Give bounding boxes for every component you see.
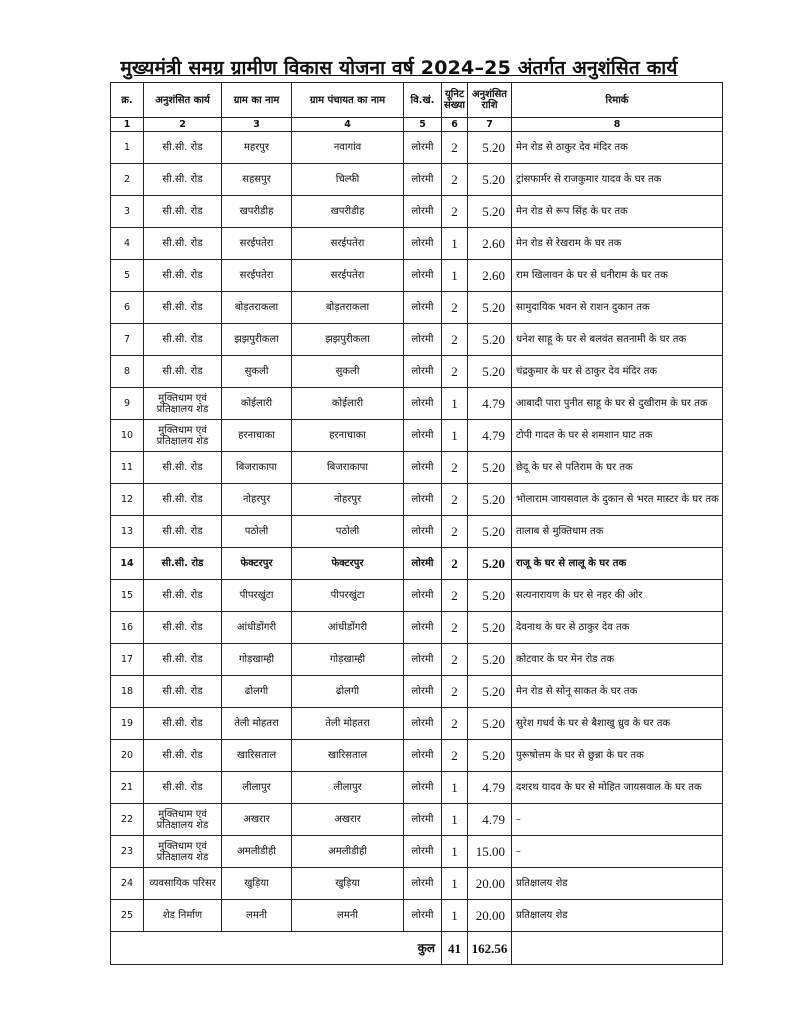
work-cell: सी.सी. रोड — [144, 324, 222, 356]
amount-cell: 5.20 — [468, 196, 512, 228]
work-cell: व्यवसायिक परिसर — [144, 868, 222, 900]
header-village: ग्राम का नाम — [222, 83, 292, 118]
amount-cell: 5.20 — [468, 292, 512, 324]
units-cell: 2 — [442, 292, 468, 324]
village-cell: पठोली — [222, 516, 292, 548]
panchayat-cell: ढोलगी — [292, 676, 404, 708]
units-cell: 1 — [442, 868, 468, 900]
units-cell: 2 — [442, 708, 468, 740]
units-cell: 2 — [442, 740, 468, 772]
units-cell: 2 — [442, 132, 468, 164]
work-cell: सी.सी. रोड — [144, 644, 222, 676]
remark-cell: – — [512, 804, 723, 836]
units-cell: 2 — [442, 580, 468, 612]
column-number: 3 — [222, 118, 292, 132]
serial-cell: 4 — [111, 228, 144, 260]
panchayat-cell: चिल्फी — [292, 164, 404, 196]
remark-cell: सत्यनारायण के घर से नहर की ओर — [512, 580, 723, 612]
block-cell: लोरमी — [404, 516, 442, 548]
serial-cell: 8 — [111, 356, 144, 388]
serial-cell: 10 — [111, 420, 144, 452]
panchayat-cell: सुकली — [292, 356, 404, 388]
panchayat-cell: फेक्टरपुर — [292, 548, 404, 580]
village-cell: खारिसताल — [222, 740, 292, 772]
column-number: 7 — [468, 118, 512, 132]
header-block: वि.खं. — [404, 83, 442, 118]
units-cell: 1 — [442, 900, 468, 932]
panchayat-cell: सरईपतेरा — [292, 260, 404, 292]
serial-cell: 1 — [111, 132, 144, 164]
units-cell: 2 — [442, 356, 468, 388]
block-cell: लोरमी — [404, 612, 442, 644]
work-cell: मुक्तिधाम एवं प्रतिक्षालय शेड — [144, 388, 222, 420]
village-cell: खपरीडीह — [222, 196, 292, 228]
panchayat-cell: हरनाचाका — [292, 420, 404, 452]
remark-cell: सामुदायिक भवन से राशन दुकान तक — [512, 292, 723, 324]
table-row — [111, 260, 723, 292]
units-cell: 2 — [442, 196, 468, 228]
work-cell: सी.सी. रोड — [144, 516, 222, 548]
block-cell: लोरमी — [404, 836, 442, 868]
remark-cell: राम खिलावन के घर से धनीराम के घर तक — [512, 260, 723, 292]
village-cell: नोहरपुर — [222, 484, 292, 516]
panchayat-cell: खुड़िया — [292, 868, 404, 900]
panchayat-cell: झझपुरीकला — [292, 324, 404, 356]
block-cell: लोरमी — [404, 132, 442, 164]
village-cell: हरनाचाका — [222, 420, 292, 452]
units-cell: 2 — [442, 484, 468, 516]
table-row — [111, 452, 723, 484]
amount-cell: 2.60 — [468, 228, 512, 260]
units-cell: 1 — [442, 388, 468, 420]
serial-cell: 15 — [111, 580, 144, 612]
remark-cell: टोपी गादत के घर से शमशान घाट तक — [512, 420, 723, 452]
work-cell: मुक्तिधाम एवं प्रतिक्षालय शेड — [144, 804, 222, 836]
village-cell: झझपुरीकला — [222, 324, 292, 356]
total-remark-blank — [512, 932, 723, 965]
amount-cell: 5.20 — [468, 324, 512, 356]
panchayat-cell: अखरार — [292, 804, 404, 836]
amount-cell: 5.20 — [468, 740, 512, 772]
work-cell: सी.सी. रोड — [144, 292, 222, 324]
panchayat-cell: नवागांव — [292, 132, 404, 164]
serial-cell: 5 — [111, 260, 144, 292]
table-row — [111, 900, 723, 932]
remark-cell: तालाब से मुक्तिधाम तक — [512, 516, 723, 548]
column-number: 1 — [111, 118, 144, 132]
remark-cell: प्रतिक्षालय शेड — [512, 868, 723, 900]
remark-cell: धनेश साहू के घर से बलवंत सतनामी के घर तक — [512, 324, 723, 356]
panchayat-cell: पीपरखुंटा — [292, 580, 404, 612]
block-cell: लोरमी — [404, 164, 442, 196]
amount-cell: 5.20 — [468, 452, 512, 484]
table-row — [111, 580, 723, 612]
work-cell: सी.सी. रोड — [144, 548, 222, 580]
work-cell: सी.सी. रोड — [144, 580, 222, 612]
block-cell: लोरमी — [404, 452, 442, 484]
work-cell: सी.सी. रोड — [144, 612, 222, 644]
table-row — [111, 228, 723, 260]
block-cell: लोरमी — [404, 868, 442, 900]
remark-cell: कोटवार के घर मेन रोड तक — [512, 644, 723, 676]
block-cell: लोरमी — [404, 804, 442, 836]
table-row — [111, 324, 723, 356]
table-row — [111, 644, 723, 676]
amount-cell: 5.20 — [468, 548, 512, 580]
serial-cell: 3 — [111, 196, 144, 228]
units-cell: 2 — [442, 452, 468, 484]
amount-cell: 5.20 — [468, 164, 512, 196]
panchayat-cell: पठोली — [292, 516, 404, 548]
units-cell: 1 — [442, 420, 468, 452]
block-cell: लोरमी — [404, 708, 442, 740]
table-row — [111, 868, 723, 900]
table-row — [111, 804, 723, 836]
remark-cell: चंद्रकुमार के घर से ठाकुर देव मंदिर तक — [512, 356, 723, 388]
remark-cell: भोलाराम जायसवाल के दुकान से भरत मास्टर के घर तक — [512, 484, 723, 516]
table-row — [111, 516, 723, 548]
table-row — [111, 132, 723, 164]
village-cell: सुकली — [222, 356, 292, 388]
serial-cell: 13 — [111, 516, 144, 548]
village-cell: बोड़तराकला — [222, 292, 292, 324]
work-cell: सी.सी. रोड — [144, 740, 222, 772]
serial-cell: 21 — [111, 772, 144, 804]
header-work: अनुशंसित कार्य — [144, 83, 222, 118]
total-row — [111, 932, 723, 965]
work-cell: सी.सी. रोड — [144, 196, 222, 228]
work-cell: शेड निर्माण — [144, 900, 222, 932]
serial-cell: 2 — [111, 164, 144, 196]
column-number: 4 — [292, 118, 404, 132]
block-cell: लोरमी — [404, 772, 442, 804]
column-number-row — [111, 118, 723, 132]
panchayat-cell: बिजराकापा — [292, 452, 404, 484]
village-cell: सरईपतेरा — [222, 260, 292, 292]
table-row — [111, 356, 723, 388]
work-cell: सी.सी. रोड — [144, 452, 222, 484]
panchayat-cell: गोड़खाम्ही — [292, 644, 404, 676]
units-cell: 2 — [442, 612, 468, 644]
work-cell: मुक्तिधाम एवं प्रतिक्षालय शेड — [144, 836, 222, 868]
village-cell: सहसपुर — [222, 164, 292, 196]
village-cell: ढोलगी — [222, 676, 292, 708]
work-cell: सी.सी. रोड — [144, 484, 222, 516]
remark-cell: ट्रांसफार्मर से राजकुमार यादव के घर तक — [512, 164, 723, 196]
table-row — [111, 420, 723, 452]
village-cell: महरपुर — [222, 132, 292, 164]
panchayat-cell: सरईपतेरा — [292, 228, 404, 260]
units-cell: 2 — [442, 676, 468, 708]
amount-cell: 4.79 — [468, 388, 512, 420]
units-cell: 2 — [442, 548, 468, 580]
block-cell: लोरमी — [404, 260, 442, 292]
page-title: मुख्यमंत्री समग्र ग्रामीण विकास योजना वर्ष 2024–25 अंतर्गत अनुशंसित कार्य — [120, 57, 678, 79]
village-cell: अमलीडीही — [222, 836, 292, 868]
remark-cell: राजू के घर से लालू के घर तक — [512, 548, 723, 580]
amount-cell: 5.20 — [468, 708, 512, 740]
table-row — [111, 164, 723, 196]
village-cell: सरईपतेरा — [222, 228, 292, 260]
table-row — [111, 196, 723, 228]
header-panchayat: ग्राम पंचायत का नाम — [292, 83, 404, 118]
work-cell: सी.सी. रोड — [144, 260, 222, 292]
serial-cell: 9 — [111, 388, 144, 420]
table-row — [111, 772, 723, 804]
total-amount: 162.56 — [468, 932, 512, 965]
work-cell: सी.सी. रोड — [144, 708, 222, 740]
amount-cell: 5.20 — [468, 516, 512, 548]
table-row — [111, 740, 723, 772]
amount-cell: 5.20 — [468, 580, 512, 612]
header-row — [111, 83, 723, 118]
panchayat-cell: नोहरपुर — [292, 484, 404, 516]
units-cell: 2 — [442, 516, 468, 548]
work-cell: सी.सी. रोड — [144, 132, 222, 164]
panchayat-cell: आंधीडोंगरी — [292, 612, 404, 644]
amount-cell: 4.79 — [468, 420, 512, 452]
panchayat-cell: लमनी — [292, 900, 404, 932]
block-cell: लोरमी — [404, 292, 442, 324]
remark-cell: दशरथ यादव के घर से मोहित जायसवाल के घर तक — [512, 772, 723, 804]
block-cell: लोरमी — [404, 644, 442, 676]
block-cell: लोरमी — [404, 484, 442, 516]
column-number: 6 — [442, 118, 468, 132]
block-cell: लोरमी — [404, 548, 442, 580]
amount-cell: 4.79 — [468, 772, 512, 804]
remark-cell: मेन रोड से सोनू साकत के घर तक — [512, 676, 723, 708]
units-cell: 2 — [442, 164, 468, 196]
serial-cell: 20 — [111, 740, 144, 772]
units-cell: 1 — [442, 772, 468, 804]
remark-cell: मेन रोड से ठाकुर देव मंदिर तक — [512, 132, 723, 164]
remark-cell: देवनाथ के घर से ठाकुर देव तक — [512, 612, 723, 644]
units-cell: 1 — [442, 804, 468, 836]
header-serial: क्र. — [111, 83, 144, 118]
panchayat-cell: तेली मोहतरा — [292, 708, 404, 740]
panchayat-cell: लीलापुर — [292, 772, 404, 804]
work-cell: सी.सी. रोड — [144, 676, 222, 708]
village-cell: बिजराकापा — [222, 452, 292, 484]
table-row — [111, 612, 723, 644]
remark-cell: छेदू के घर से पतिराम के घर तक — [512, 452, 723, 484]
serial-cell: 16 — [111, 612, 144, 644]
remark-cell: – — [512, 836, 723, 868]
remark-cell: मेन रोड से रेखराम के घर तक — [512, 228, 723, 260]
block-cell: लोरमी — [404, 228, 442, 260]
work-cell: सी.सी. रोड — [144, 356, 222, 388]
village-cell: फेक्टरपुर — [222, 548, 292, 580]
village-cell: आंधीडोंगरी — [222, 612, 292, 644]
village-cell: गोड़खाम्ही — [222, 644, 292, 676]
serial-cell: 11 — [111, 452, 144, 484]
work-cell: सी.सी. रोड — [144, 772, 222, 804]
panchayat-cell: खपरीडीह — [292, 196, 404, 228]
table-row — [111, 292, 723, 324]
block-cell: लोरमी — [404, 580, 442, 612]
remark-cell: प्रतिक्षालय शेड — [512, 900, 723, 932]
header-remark: रिमार्क — [512, 83, 723, 118]
column-number: 5 — [404, 118, 442, 132]
work-cell: मुक्तिधाम एवं प्रतिक्षालय शेड — [144, 420, 222, 452]
serial-cell: 25 — [111, 900, 144, 932]
village-cell: कोईलारी — [222, 388, 292, 420]
amount-cell: 20.00 — [468, 900, 512, 932]
serial-cell: 22 — [111, 804, 144, 836]
amount-cell: 2.60 — [468, 260, 512, 292]
amount-cell: 5.20 — [468, 676, 512, 708]
units-cell: 1 — [442, 228, 468, 260]
header-amount: अनुशंसित राशि — [468, 83, 512, 118]
amount-cell: 5.20 — [468, 356, 512, 388]
panchayat-cell: अमलीडीही — [292, 836, 404, 868]
table-row — [111, 708, 723, 740]
block-cell: लोरमी — [404, 356, 442, 388]
serial-cell: 23 — [111, 836, 144, 868]
block-cell: लोरमी — [404, 388, 442, 420]
works-table — [110, 82, 723, 965]
village-cell: खुड़िया — [222, 868, 292, 900]
village-cell: लीलापुर — [222, 772, 292, 804]
amount-cell: 5.20 — [468, 612, 512, 644]
total-label: कुल — [111, 932, 442, 965]
serial-cell: 18 — [111, 676, 144, 708]
block-cell: लोरमी — [404, 676, 442, 708]
village-cell: लमनी — [222, 900, 292, 932]
amount-cell: 4.79 — [468, 804, 512, 836]
remark-cell: सुरेश गधर्व के घर से बैशाखु ध्रुव के घर तक — [512, 708, 723, 740]
panchayat-cell: कोईलारी — [292, 388, 404, 420]
header-units: यूनिट संख्या — [442, 83, 468, 118]
panchayat-cell: बोड़तराकला — [292, 292, 404, 324]
block-cell: लोरमी — [404, 740, 442, 772]
units-cell: 1 — [442, 260, 468, 292]
serial-cell: 24 — [111, 868, 144, 900]
units-cell: 1 — [442, 836, 468, 868]
serial-cell: 17 — [111, 644, 144, 676]
units-cell: 2 — [442, 644, 468, 676]
table-row — [111, 484, 723, 516]
village-cell: अखरार — [222, 804, 292, 836]
block-cell: लोरमी — [404, 196, 442, 228]
village-cell: तेली मोहतरा — [222, 708, 292, 740]
serial-cell: 19 — [111, 708, 144, 740]
work-cell: सी.सी. रोड — [144, 164, 222, 196]
total-units: 41 — [442, 932, 468, 965]
table-row — [111, 388, 723, 420]
serial-cell: 14 — [111, 548, 144, 580]
column-number: 2 — [144, 118, 222, 132]
work-cell: सी.सी. रोड — [144, 228, 222, 260]
serial-cell: 6 — [111, 292, 144, 324]
amount-cell: 5.20 — [468, 644, 512, 676]
remark-cell: मेन रोड से रूप सिंह के घर तक — [512, 196, 723, 228]
table-row — [111, 836, 723, 868]
block-cell: लोरमी — [404, 900, 442, 932]
amount-cell: 5.20 — [468, 132, 512, 164]
remark-cell: आबादी पारा पुनीत साहू के घर से दुखीराम के घर तक — [512, 388, 723, 420]
column-number: 8 — [512, 118, 723, 132]
table-row — [111, 676, 723, 708]
block-cell: लोरमी — [404, 420, 442, 452]
panchayat-cell: खारिसताल — [292, 740, 404, 772]
table-row — [111, 548, 723, 580]
village-cell: पीपरखुंटा — [222, 580, 292, 612]
remark-cell: पुरूषोत्तम के घर से छुन्ना के घर तक — [512, 740, 723, 772]
block-cell: लोरमी — [404, 324, 442, 356]
amount-cell: 15.00 — [468, 836, 512, 868]
serial-cell: 7 — [111, 324, 144, 356]
amount-cell: 5.20 — [468, 484, 512, 516]
serial-cell: 12 — [111, 484, 144, 516]
amount-cell: 20.00 — [468, 868, 512, 900]
units-cell: 2 — [442, 324, 468, 356]
